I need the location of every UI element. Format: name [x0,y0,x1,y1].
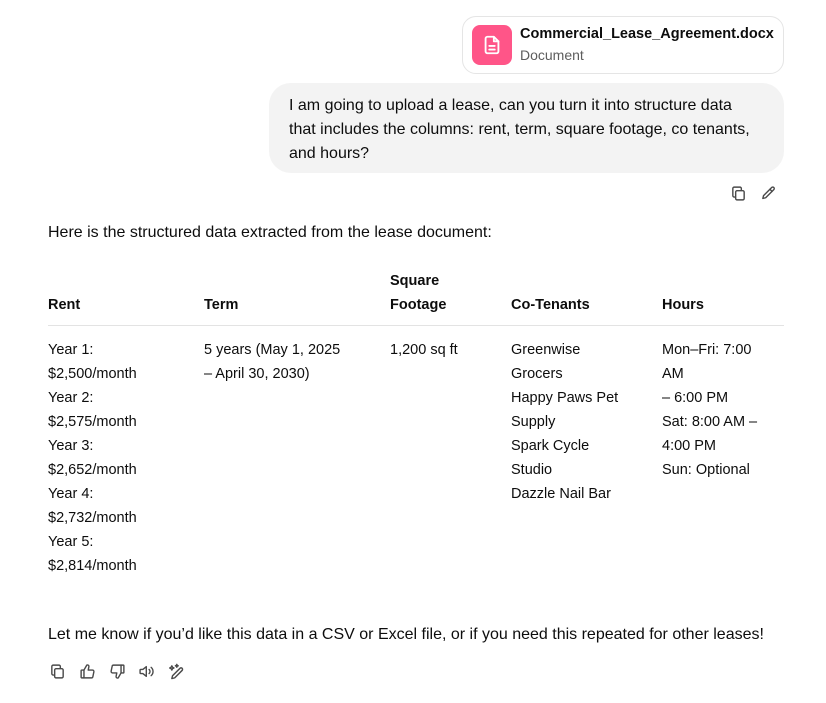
term-line: – April 30, 2030) [204,366,310,382]
co-tenant-line: Greenwise [511,342,581,358]
co-tenant-line: Spark Cycle [511,438,590,454]
hours-line: Mon–Fri: 7:00 AM [662,342,752,382]
document-icon [472,25,512,65]
copy-icon[interactable] [729,184,747,202]
header-square-footage-line: Footage [390,297,447,313]
co-tenant-line: Studio [511,462,553,478]
table-header-row [48,269,784,326]
rent-line: Year 5: [48,534,94,550]
cell-co-tenants [511,326,662,579]
read-aloud-icon[interactable] [138,662,156,680]
user-message-line: and hours? [289,145,370,162]
cell-rent [48,326,204,579]
user-message-line: that includes the columns: rent, term, square footage, co tenants, [289,121,750,138]
user-message-actions [729,184,777,202]
rent-line: $2,652/month [48,462,137,478]
rent-line: $2,732/month [48,510,137,526]
hours-line: Sat: 8:00 AM – [662,414,758,430]
assistant-intro: Here is the structured data extracted from the lease document: [48,224,492,241]
copy-icon[interactable] [48,662,66,680]
lease-data-table [48,269,784,578]
header-term: Term [204,269,390,326]
cell-hours [662,326,784,579]
header-square-footage [390,269,511,326]
attachment-card[interactable] [462,16,784,74]
attachment-file-name: Commercial_Lease_Agreement.docx [520,26,774,42]
rent-line: $2,814/month [48,558,137,574]
user-message-bubble [269,83,784,173]
attachment-file-type: Document [520,47,584,63]
term-line: 5 years (May 1, 2025 [204,342,341,358]
header-hours: Hours [662,269,784,326]
assistant-outro: Let me know if you’d like this data in a CSV or Excel file, or if you need this repeated for other leases! [48,626,764,643]
co-tenant-line: Dazzle Nail Bar [511,486,611,502]
edit-magic-icon[interactable] [168,662,186,680]
header-square-footage-line: Square [390,273,440,289]
co-tenant-line: Grocers [511,366,563,382]
hours-line: Sun: Optional [662,462,750,478]
rent-line: Year 2: [48,390,94,406]
rent-line: Year 4: [48,486,94,502]
rent-line: $2,500/month [48,366,137,382]
cell-term [204,326,390,579]
thumbs-up-icon[interactable] [78,662,96,680]
rent-line: $2,575/month [48,414,137,430]
hours-line: 4:00 PM [662,438,716,454]
user-message-line: I am going to upload a lease, can you turn it into structure data [289,97,732,114]
rent-line: Year 3: [48,438,94,454]
co-tenant-line: Supply [511,414,556,430]
table-row [48,326,784,579]
edit-icon[interactable] [759,184,777,202]
cell-square-footage: 1,200 sq ft [390,342,458,358]
assistant-message-actions [48,662,186,680]
thumbs-down-icon[interactable] [108,662,126,680]
co-tenant-line: Happy Paws Pet [511,390,619,406]
header-co-tenants: Co-Tenants [511,269,662,326]
hours-line: – 6:00 PM [662,390,729,406]
rent-line: Year 1: [48,342,94,358]
header-rent: Rent [48,269,204,326]
